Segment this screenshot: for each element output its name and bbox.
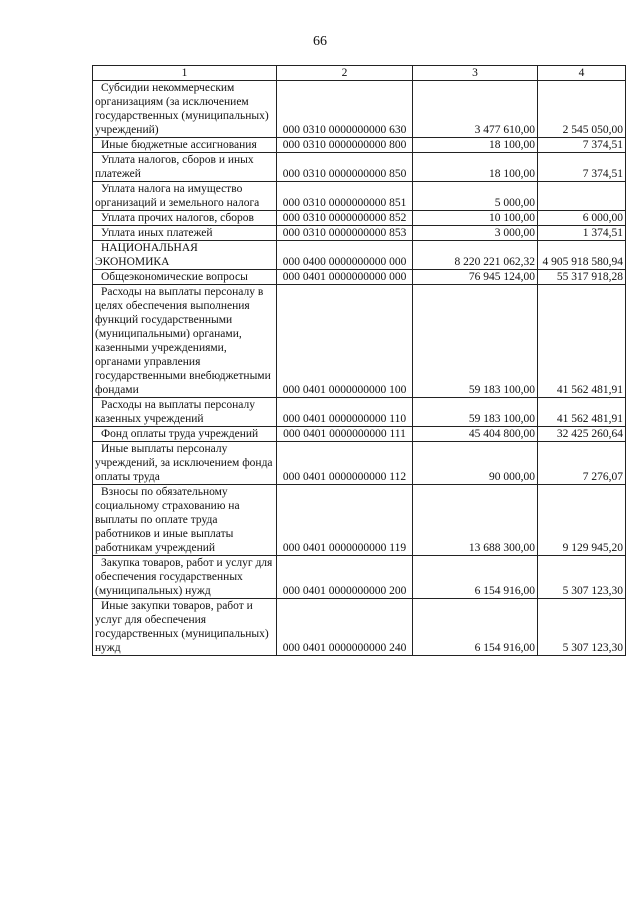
row-name-cell: Уплата прочих налогов, сборов	[93, 211, 277, 226]
row-name-cell: Расходы на выплаты персоналу казенных учреждений	[93, 398, 277, 427]
table-row	[93, 241, 626, 270]
row-name-cell: НАЦИОНАЛЬНАЯ ЭКОНОМИКА	[93, 241, 277, 270]
row-code-cell: 000 0401 0000000000 112	[277, 442, 413, 485]
row-executed-amount-cell: 41 562 481,91	[538, 285, 626, 398]
row-name-cell: Закупка товаров, работ и услуг для обеспечения государственных (муниципальных) нужд	[93, 556, 277, 599]
table-header-row	[93, 66, 626, 81]
row-planned-amount-cell: 8 220 221 062,32	[413, 241, 538, 270]
row-planned-amount-cell: 6 154 916,00	[413, 556, 538, 599]
row-planned-amount-cell: 6 154 916,00	[413, 599, 538, 656]
row-name-cell: Иные закупки товаров, работ и услуг для обеспечения государственных (муниципальных) нужд	[93, 599, 277, 656]
row-executed-amount-cell: 2 545 050,00	[538, 81, 626, 138]
column-header: 2	[277, 66, 413, 81]
table-row	[93, 182, 626, 211]
row-planned-amount-cell: 3 477 610,00	[413, 81, 538, 138]
table-row	[93, 485, 626, 556]
row-planned-amount-cell: 10 100,00	[413, 211, 538, 226]
table-row	[93, 285, 626, 398]
row-executed-amount-cell: 32 425 260,64	[538, 427, 626, 442]
row-executed-amount-cell: 6 000,00	[538, 211, 626, 226]
column-header: 3	[413, 66, 538, 81]
row-executed-amount-cell: 1 374,51	[538, 226, 626, 241]
row-name-cell: Уплата налогов, сборов и иных платежей	[93, 153, 277, 182]
row-name-cell: Уплата налога на имущество организаций и земельного налога	[93, 182, 277, 211]
row-name-cell: Расходы на выплаты персоналу в целях обеспечения выполнения функций государственными (муниципальными) органами, казенными учреждениями, органами управления государственными внебюджетными фондами	[93, 285, 277, 398]
row-code-cell: 000 0401 0000000000 240	[277, 599, 413, 656]
row-executed-amount-cell: 55 317 918,28	[538, 270, 626, 285]
row-planned-amount-cell: 13 688 300,00	[413, 485, 538, 556]
row-executed-amount-cell: 5 307 123,30	[538, 599, 626, 656]
row-planned-amount-cell: 59 183 100,00	[413, 398, 538, 427]
table-row	[93, 138, 626, 153]
row-planned-amount-cell: 5 000,00	[413, 182, 538, 211]
table-row	[93, 81, 626, 138]
row-code-cell: 000 0400 0000000000 000	[277, 241, 413, 270]
row-name-cell: Взносы по обязательному социальному страхованию на выплаты по оплате труда работников и иные выплаты работникам учреждений	[93, 485, 277, 556]
row-planned-amount-cell: 3 000,00	[413, 226, 538, 241]
table-row	[93, 599, 626, 656]
table-row	[93, 153, 626, 182]
table-row	[93, 442, 626, 485]
row-code-cell: 000 0310 0000000000 851	[277, 182, 413, 211]
row-planned-amount-cell: 90 000,00	[413, 442, 538, 485]
column-header: 1	[93, 66, 277, 81]
row-name-cell: Уплата иных платежей	[93, 226, 277, 241]
table-row	[93, 427, 626, 442]
row-code-cell: 000 0401 0000000000 100	[277, 285, 413, 398]
table-row	[93, 211, 626, 226]
table-row	[93, 226, 626, 241]
row-name-cell: Иные бюджетные ассигнования	[93, 138, 277, 153]
row-code-cell: 000 0401 0000000000 110	[277, 398, 413, 427]
row-executed-amount-cell: 9 129 945,20	[538, 485, 626, 556]
row-executed-amount-cell: 41 562 481,91	[538, 398, 626, 427]
row-code-cell: 000 0310 0000000000 850	[277, 153, 413, 182]
row-planned-amount-cell: 76 945 124,00	[413, 270, 538, 285]
row-planned-amount-cell: 18 100,00	[413, 153, 538, 182]
row-code-cell: 000 0310 0000000000 630	[277, 81, 413, 138]
row-executed-amount-cell: 7 374,51	[538, 153, 626, 182]
row-name-cell: Общеэкономические вопросы	[93, 270, 277, 285]
row-name-cell: Иные выплаты персоналу учреждений, за исключением фонда оплаты труда	[93, 442, 277, 485]
row-code-cell: 000 0401 0000000000 000	[277, 270, 413, 285]
row-executed-amount-cell	[538, 182, 626, 211]
row-executed-amount-cell: 7 276,07	[538, 442, 626, 485]
row-name-cell: Субсидии некоммерческим организациям (за исключением государственных (муниципальных) учреждений)	[93, 81, 277, 138]
row-code-cell: 000 0310 0000000000 800	[277, 138, 413, 153]
row-executed-amount-cell: 7 374,51	[538, 138, 626, 153]
row-code-cell: 000 0401 0000000000 200	[277, 556, 413, 599]
row-executed-amount-cell: 5 307 123,30	[538, 556, 626, 599]
budget-table	[92, 65, 626, 656]
table-row	[93, 398, 626, 427]
table-row	[93, 556, 626, 599]
page-number: 66	[313, 34, 327, 49]
row-code-cell: 000 0310 0000000000 852	[277, 211, 413, 226]
row-name-cell: Фонд оплаты труда учреждений	[93, 427, 277, 442]
row-planned-amount-cell: 45 404 800,00	[413, 427, 538, 442]
row-planned-amount-cell: 59 183 100,00	[413, 285, 538, 398]
row-code-cell: 000 0310 0000000000 853	[277, 226, 413, 241]
row-code-cell: 000 0401 0000000000 111	[277, 427, 413, 442]
column-header: 4	[538, 66, 626, 81]
row-executed-amount-cell: 4 905 918 580,94	[538, 241, 626, 270]
row-planned-amount-cell: 18 100,00	[413, 138, 538, 153]
table-row	[93, 270, 626, 285]
row-code-cell: 000 0401 0000000000 119	[277, 485, 413, 556]
